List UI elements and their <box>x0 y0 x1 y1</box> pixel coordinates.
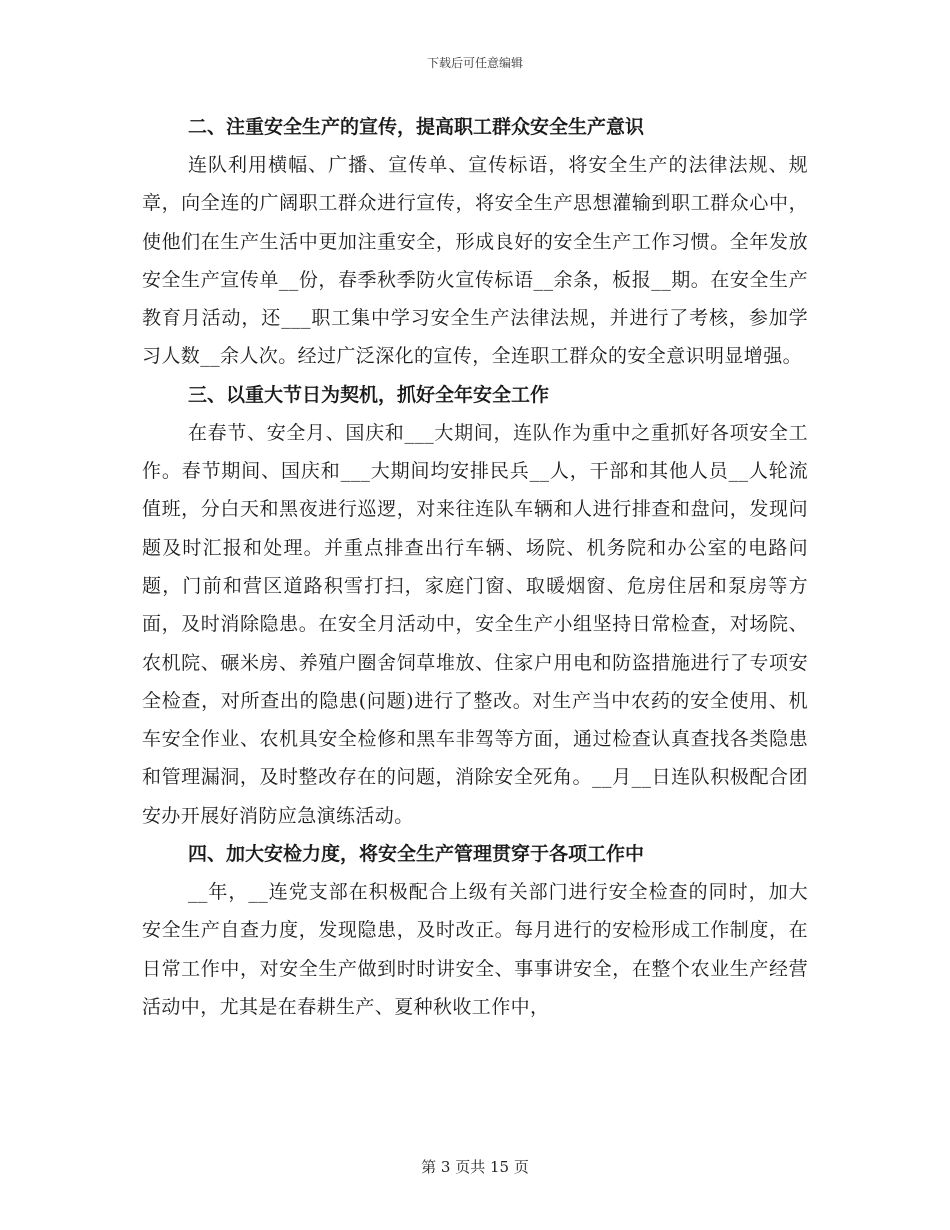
document-body <box>142 108 808 1026</box>
section-heading: 三、以重大节日为契机，抓好全年安全工作 <box>188 383 550 406</box>
section-heading: 二、注重安全生产的宣传，提高职工群众安全生产意识 <box>188 116 645 138</box>
section-paragraph: 在春节、安全月、国庆和___大期间，连队作为重中之重抓好各项安全工作。春节期间、国庆和___大期间均安排民兵__人，干部和其他人员__人轮流值班，分白天和黑夜进行巡逻，对来往连队车辆和人进行排查和盘问，发现问题及时汇报和处理。并重点排查出行车辆、场院、机务院和办公室的电路问题，门前和营区道路积雪打扫，家庭门窗、取暖烟窗、危房住居和泵房等方面，及时消除隐患。在安全月活动中，安全生产小组坚持日常检查，对场院、农机院、碾米房、养殖户圈舍饲草堆放、住家户用电和防盗措施进行了专项安全检查，对所查出的隐患(问题)进行了整改。对生产当中农药的安全使用、机车安全作业、农机具安全检修和黑车非驾等方面，通过检查认真查找各类隐患和管理漏洞，及时整改存在的问题，消除安全死角。__月__日连队积极配合团安办开展好消防应急演练活动。 <box>142 421 808 827</box>
section-heading: 四、加大安检力度，将安全生产管理贯穿于各项工作中 <box>188 843 645 866</box>
section-3 <box>142 376 808 835</box>
section-paragraph: __年，__连党支部在积极配合上级有关部门进行安全检查的同时，加大安全生产自查力度，发现隐患，及时改正。每月进行的安检形成工作制度，在日常工作中，对安全生产做到时时讲安全、事事讲安全，在整个农业生产经营活动中，尤其是在春耕生产、夏种秋收工作中， <box>142 881 808 1018</box>
page-number: 第 3 页共 15 页 <box>421 1158 529 1176</box>
section-4 <box>142 835 808 1026</box>
section-2 <box>142 108 808 376</box>
section-paragraph: 连队利用横幅、广播、宣传单、宣传标语，将安全生产的法律法规、规章，向全连的广阔职工群众进行宣传，将安全生产思想灌输到职工群众心中，使他们在生产生活中更加注重安全，形成良好的安全生产工作习惯。全年发放安全生产宣传单__份，春季秋季防火宣传标语__余条，板报__期。在安全生产教育月活动，还___职工集中学习安全生产法律法规，并进行了考核，参加学习人数__余人次。经过广泛深化的宣传，全连职工群众的安全意识明显增强。 <box>142 154 808 368</box>
page-header-note: 下载后可任意编辑 <box>426 56 523 70</box>
